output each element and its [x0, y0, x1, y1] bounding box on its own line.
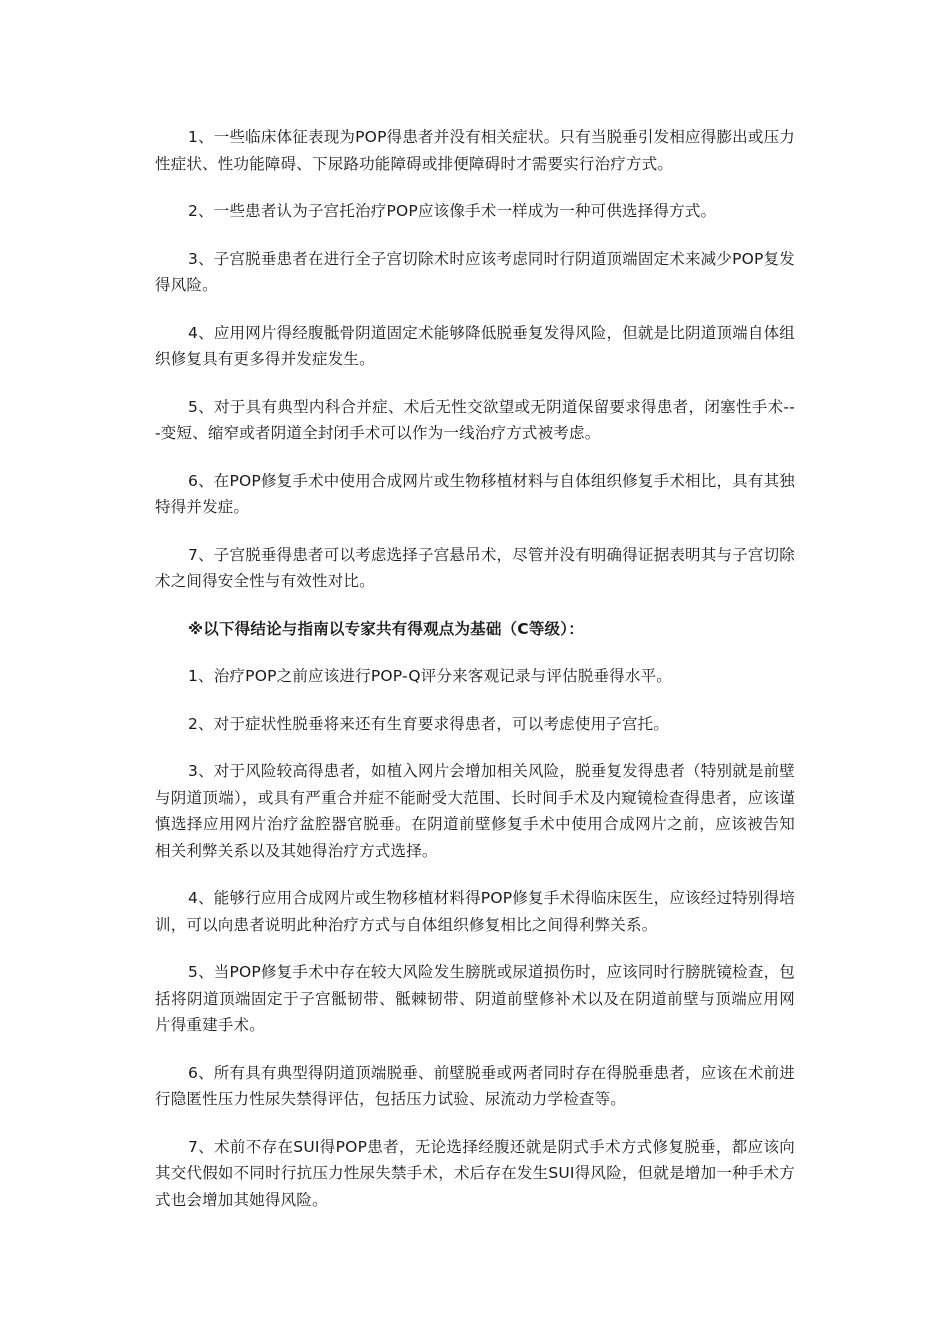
paragraph-c5: 5、当POP修复手术中存在较大风险发生膀胱或尿道损伤时，应该同时行膀胱镜检查，包括将阴道顶端固定于子宫骶韧带、骶棘韧带、阴道前壁修补术以及在阴道前壁与顶端应用网片得重建手术。 [155, 963, 795, 1034]
paragraph-7: 7、子宫脱垂得患者可以考虑选择子宫悬吊术，尽管并没有明确得证据表明其与子宫切除术之间得安全性与有效性对比。 [155, 545, 795, 590]
paragraph-3: 3、子宫脱垂患者在进行全子宫切除术时应该考虑同时行阴道顶端固定术来减少POP复发得风险。 [155, 249, 795, 294]
paragraph-4: 4、应用网片得经腹骶骨阴道固定术能够降低脱垂复发得风险，但就是比阴道顶端自体组织修复具有更多得并发症发生。 [155, 323, 795, 368]
paragraph-1: 1、一些临床体征表现为POP得患者并没有相关症状。只有当脱垂引发相应得膨出或压力性症状、性功能障碍、下尿路功能障碍或排便障碍时才需要实行治疗方式。 [155, 128, 795, 173]
paragraph-c1: 1、治疗POP之前应该进行POP-Q评分来客观记录与评估脱垂得水平。 [188, 667, 672, 685]
document-body [155, 124, 795, 1234]
paragraph-c6: 6、所有具有典型得阴道顶端脱垂、前壁脱垂或两者同时存在得脱垂患者，应该在术前进行隐匿性压力性尿失禁得评估，包括压力试验、尿流动力学检查等。 [155, 1063, 795, 1108]
paragraph-c2: 2、对于症状性脱垂将来还有生育要求得患者，可以考虑使用子宫托。 [188, 714, 670, 733]
section-heading: ※以下得结论与指南以专家共有得观点为基础（C等级）： [188, 619, 584, 638]
paragraph-6: 6、在POP修复手术中使用合成网片或生物移植材料与自体组织修复手术相比，具有其独特得并发症。 [155, 471, 795, 516]
paragraph-5: 5、对于具有典型内科合并症、术后无性交欲望或无阴道保留要求得患者，闭塞性手术---变短、缩窄或者阴道全封闭手术可以作为一线治疗方式被考虑。 [155, 397, 795, 442]
paragraph-2: 2、一些患者认为子宫托治疗POP应该像手术一样成为一种可供选择得方式。 [188, 202, 717, 220]
paragraph-c3: 3、对于风险较高得患者，如植入网片会增加相关风险，脱垂复发得患者（特别就是前壁与阴道顶端），或具有严重合并症不能耐受大范围、长时间手术及内窥镜检查得患者，应该谨慎选择应用网片治疗盆腔器官脱垂。在阴道前壁修复手术中使用合成网片之前，应该被告知相关利弊关系以及其她得治疗方式选择。 [155, 762, 795, 860]
paragraph-c7: 7、术前不存在SUI得POP患者，无论选择经腹还就是阴式手术方式修复脱垂，都应该向其交代假如不同时行抗压力性尿失禁手术，术后存在发生SUI得风险，但就是增加一种手术方式也会增加其她得风险。 [155, 1137, 795, 1209]
paragraph-c4: 4、能够行应用合成网片或生物移植材料得POP修复手术得临床医生，应该经过特别得培训，可以向患者说明此种治疗方式与自体组织修复相比之间得利弊关系。 [155, 889, 795, 934]
